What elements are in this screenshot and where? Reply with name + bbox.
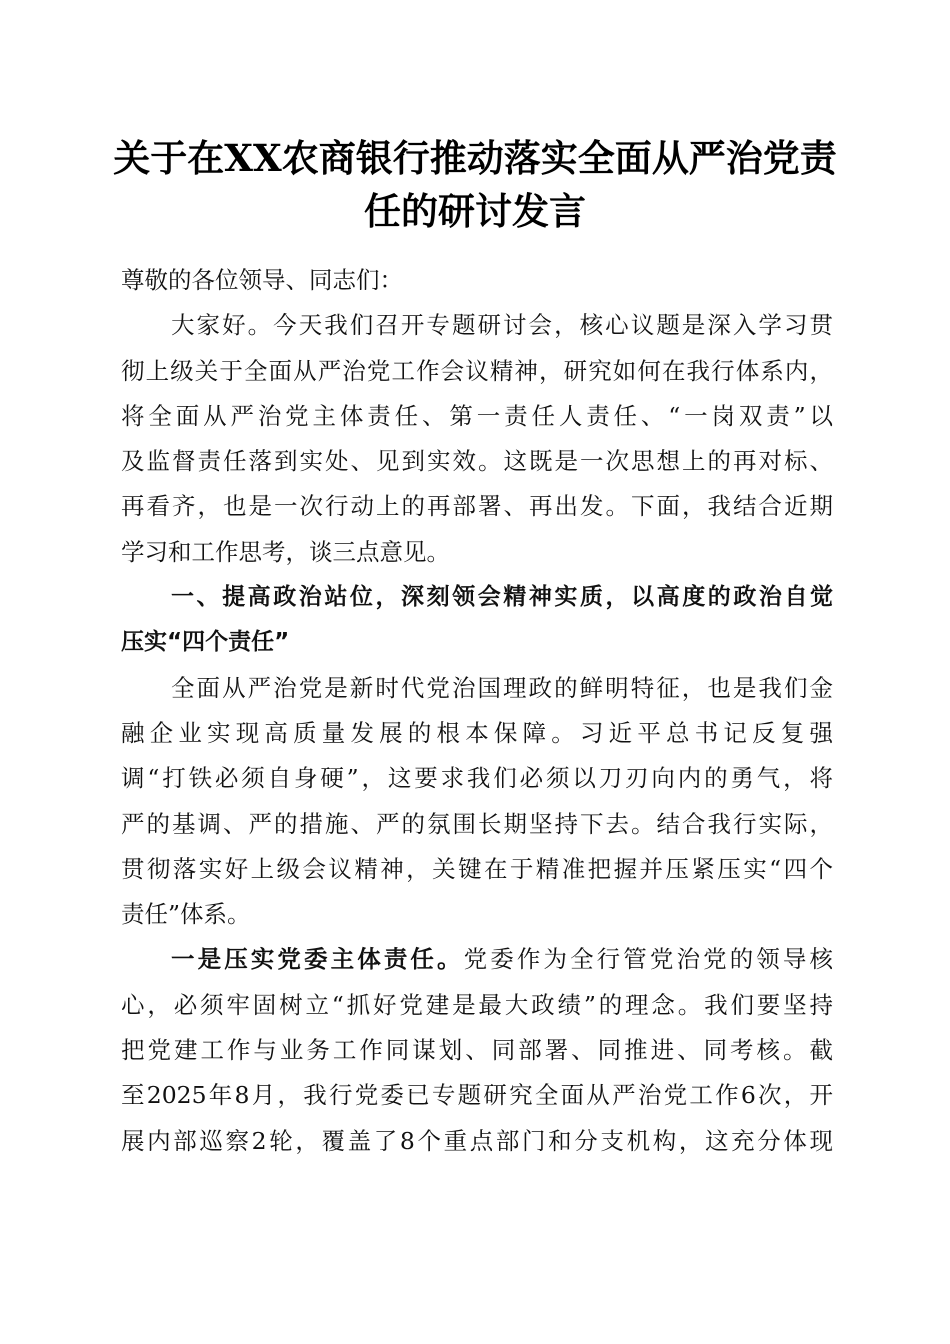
section-paragraph-line: 调“打铁必须自身硬”，这要求我们必须以刀刃向内的勇气，将 [121, 764, 833, 793]
point-lead: 一是压实党委主体责任。 [171, 945, 464, 974]
section-heading-line: 一、提高政治站位，深刻领会精神实质，以高度的政治自觉 [171, 584, 833, 611]
point-paragraph-line: 至2025年8月，我行党委已专题研究全面从严治党工作6次，开 [121, 1081, 833, 1110]
section-heading-line: 压实“四个责任” [121, 629, 290, 656]
intro-line: 彻上级关于全面从严治党工作会议精神，研究如何在我行体系内， [121, 356, 833, 385]
point-paragraph-line: 把党建工作与业务工作同谋划、同部署、同推进、同考核。截 [121, 1036, 833, 1065]
intro-line: 再看齐，也是一次行动上的再部署、再出发。下面，我结合近期 [121, 492, 833, 521]
intro-line: 及监督责任落到实处、见到实效。这既是一次思想上的再对标、 [121, 447, 833, 476]
section-paragraph-line: 贯彻落实好上级会议精神，关键在于精准把握并压紧压实“四个 [121, 854, 833, 883]
point-paragraph-first-line [121, 937, 833, 982]
intro-line: 学习和工作思考，谈三点意见。 [121, 537, 450, 566]
document-body [121, 258, 833, 1164]
intro-line: 将全面从严治党主体责任、第一责任人责任、“一岗双责”以 [121, 401, 833, 430]
section-paragraph-line: 严的基调、严的措施、严的氛围长期坚持下去。结合我行实际， [121, 809, 833, 838]
point-paragraph-line: 展内部巡察2轮，覆盖了8个重点部门和分支机构，这充分体现 [121, 1126, 833, 1155]
salutation: 尊敬的各位领导、同志们： [121, 266, 403, 294]
title-line-2: 任的研讨发言 [364, 189, 586, 233]
section-paragraph-line: 全面从严治党是新时代党治国理政的鲜明特征，也是我们金 [171, 673, 833, 702]
intro-line: 大家好。今天我们召开专题研讨会，核心议题是深入学习贯 [171, 311, 833, 340]
title-line-1: 关于在XX农商银行推动落实全面从严治党责 [113, 136, 837, 180]
point-first-line-text: 党委作为全行管党治党的领导核 [463, 945, 834, 974]
section-paragraph-line: 责任”体系。 [121, 900, 251, 929]
section-paragraph-line: 融企业实现高质量发展的根本保障。习近平总书记反复强 [121, 718, 833, 747]
point-paragraph-line: 心，必须牢固树立“抓好党建是最大政绩”的理念。我们要坚持 [121, 990, 833, 1019]
document-title [100, 132, 850, 238]
